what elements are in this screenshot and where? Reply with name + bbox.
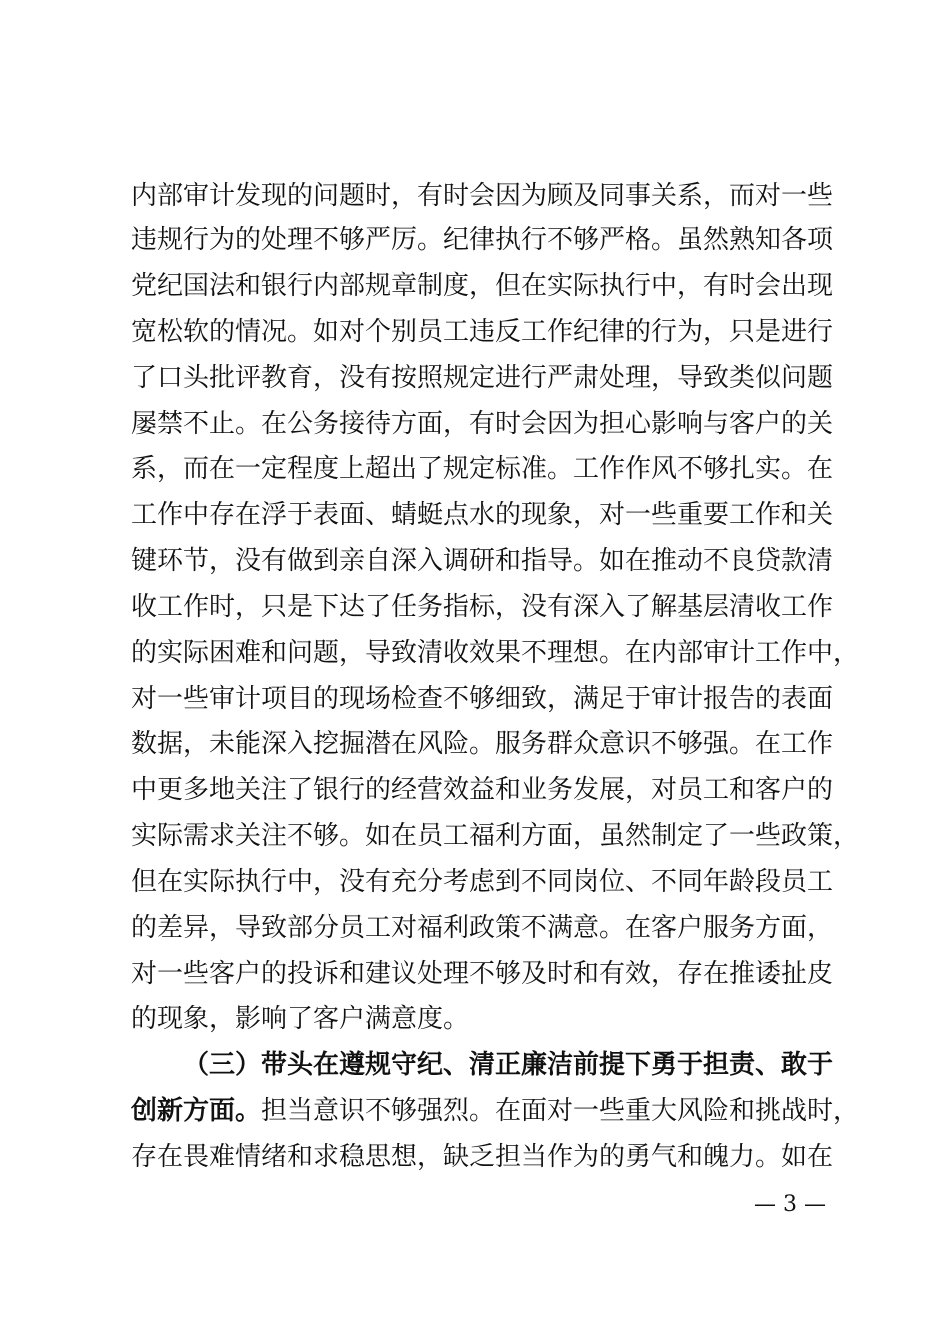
body-text-line: 的实际困难和问题，导致清收效果不理想。在内部审计工作中， bbox=[131, 638, 860, 668]
body-text-line: 对一些客户的投诉和建议处理不够及时和有效，存在推诿扯皮 bbox=[131, 959, 834, 989]
body-text-line: 违规行为的处理不够严厉。纪律执行不够严格。虽然熟知各项 bbox=[131, 225, 834, 255]
body-text-line: 屡禁不止。在公务接待方面，有时会因为担心影响与客户的关 bbox=[131, 409, 834, 439]
body-text-line: 对一些审计项目的现场检查不够细致，满足于审计报告的表面 bbox=[131, 684, 834, 714]
body-text-line: 的差异，导致部分员工对福利政策不满意。在客户服务方面， bbox=[131, 913, 834, 943]
body-text-line: 工作中存在浮于表面、蜻蜓点水的现象，对一些重要工作和关 bbox=[131, 500, 834, 530]
body-text-line: 收工作时，只是下达了任务指标，没有深入了解基层清收工作 bbox=[131, 592, 834, 622]
body-text-line: 系，而在一定程度上超出了规定标准。工作作风不够扎实。在 bbox=[131, 454, 834, 484]
section-heading-continued bbox=[131, 1091, 860, 1131]
body-text-line: 但在实际执行中，没有充分考虑到不同岗位、不同年龄段员工 bbox=[131, 867, 834, 897]
body-text-line: 内部审计发现的问题时，有时会因为顾及同事关系，而对一些 bbox=[131, 181, 834, 211]
body-text-line: 了口头批评教育，没有按照规定进行严肃处理，导致类似问题 bbox=[131, 363, 834, 393]
section-heading: （三）带头在遵规守纪、清正廉洁前提下勇于担责、敢于 bbox=[183, 1050, 834, 1080]
section-heading-end: 创新方面。 bbox=[131, 1096, 262, 1126]
body-text-line: 的现象，影响了客户满意度。 bbox=[131, 1004, 470, 1034]
body-text-line: 党纪国法和银行内部规章制度，但在实际执行中，有时会出现 bbox=[131, 271, 834, 301]
body-text-line: 实际需求关注不够。如在员工福利方面，虽然制定了一些政策， bbox=[131, 821, 860, 851]
body-text-line: 中更多地关注了银行的经营效益和业务发展，对员工和客户的 bbox=[131, 775, 834, 805]
body-text-line: 键环节，没有做到亲自深入调研和指导。如在推动不良贷款清 bbox=[131, 546, 834, 576]
body-text-line: 存在畏难情绪和求稳思想，缺乏担当作为的勇气和魄力。如在 bbox=[131, 1142, 834, 1172]
section-body-text: 担当意识不够强烈。在面对一些重大风险和挑战时， bbox=[261, 1096, 860, 1126]
body-text-line: 宽松软的情况。如对个别员工违反工作纪律的行为，只是进行 bbox=[131, 317, 834, 347]
page-number: — 3 — bbox=[754, 1192, 826, 1217]
body-text-line: 数据，未能深入挖掘潜在风险。服务群众意识不够强。在工作 bbox=[131, 729, 834, 759]
